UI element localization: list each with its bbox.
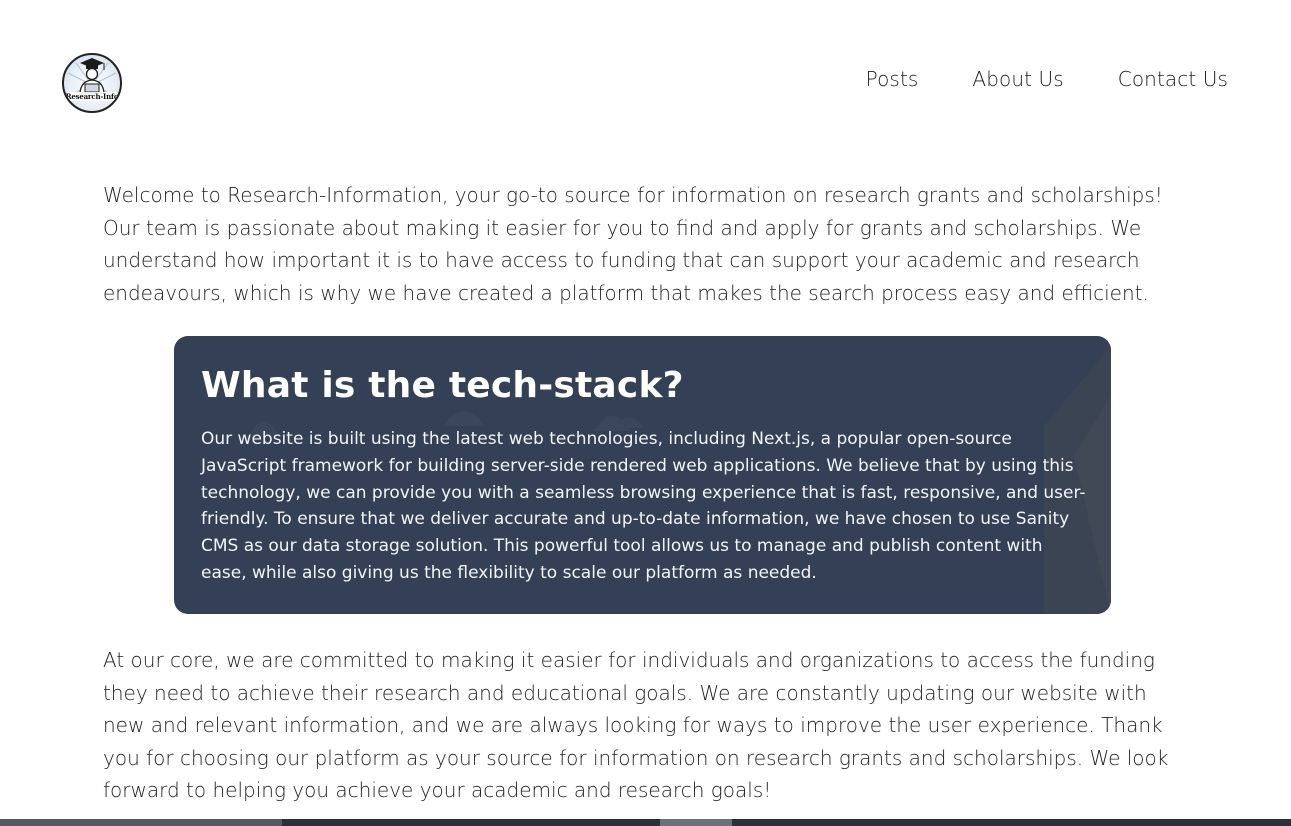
- nav-posts-link[interactable]: Posts: [865, 67, 919, 91]
- nav-about-link[interactable]: About Us: [972, 67, 1064, 91]
- logo-text: Research-Info: [65, 92, 119, 101]
- main-nav: [866, 67, 1228, 91]
- bottom-strip-thumb[interactable]: [660, 819, 732, 826]
- site-header: [0, 0, 1291, 165]
- site-logo[interactable]: [62, 53, 122, 113]
- nav-contact-link[interactable]: Contact Us: [1117, 67, 1228, 91]
- bottom-strip-segment: [0, 819, 282, 826]
- outro-paragraph: At our core, we are committed to making it easier for individuals and organizations to access the funding they need to achieve their research and educational goals. We are constantly updating our website with new and relevant information, and we are always looking for ways to improve the user experience. Thank you for choosing our platform as your source for information on research grants and scholarships. We look forward to helping you achieve your academic and research goals!: [103, 648, 1169, 803]
- card-title: What is the tech-stack?: [201, 365, 684, 406]
- card-text: Our website is built using the latest web technologies, including Next.js, a popular open-source JavaScript framework for building server-side rendered web applications. We believe that by using this technology, we can provide you with a seamless browsing experience that is fast, responsive, and user-friendly. To ensure that we deliver accurate and up-to-date information, we have chosen to use Sanity CMS as our data storage solution. This powerful tool allows us to manage and publish content with ease, while also giving us the flexibility to scale our platform as needed.: [201, 429, 1086, 583]
- bottom-scroll-strip: [0, 819, 1291, 826]
- intro-paragraph: Welcome to Research-Information, your go-to source for information on research grants and scholarships! Our team is passionate about making it easier for you to find and apply for grants and scholarships. We understand how important it is to have access to funding that can support your academic and research endeavours, which is why we have created a platform that makes the search process easy and efficient.: [103, 183, 1163, 305]
- graduate-logo-icon: [64, 55, 120, 111]
- tech-stack-card: [174, 336, 1111, 614]
